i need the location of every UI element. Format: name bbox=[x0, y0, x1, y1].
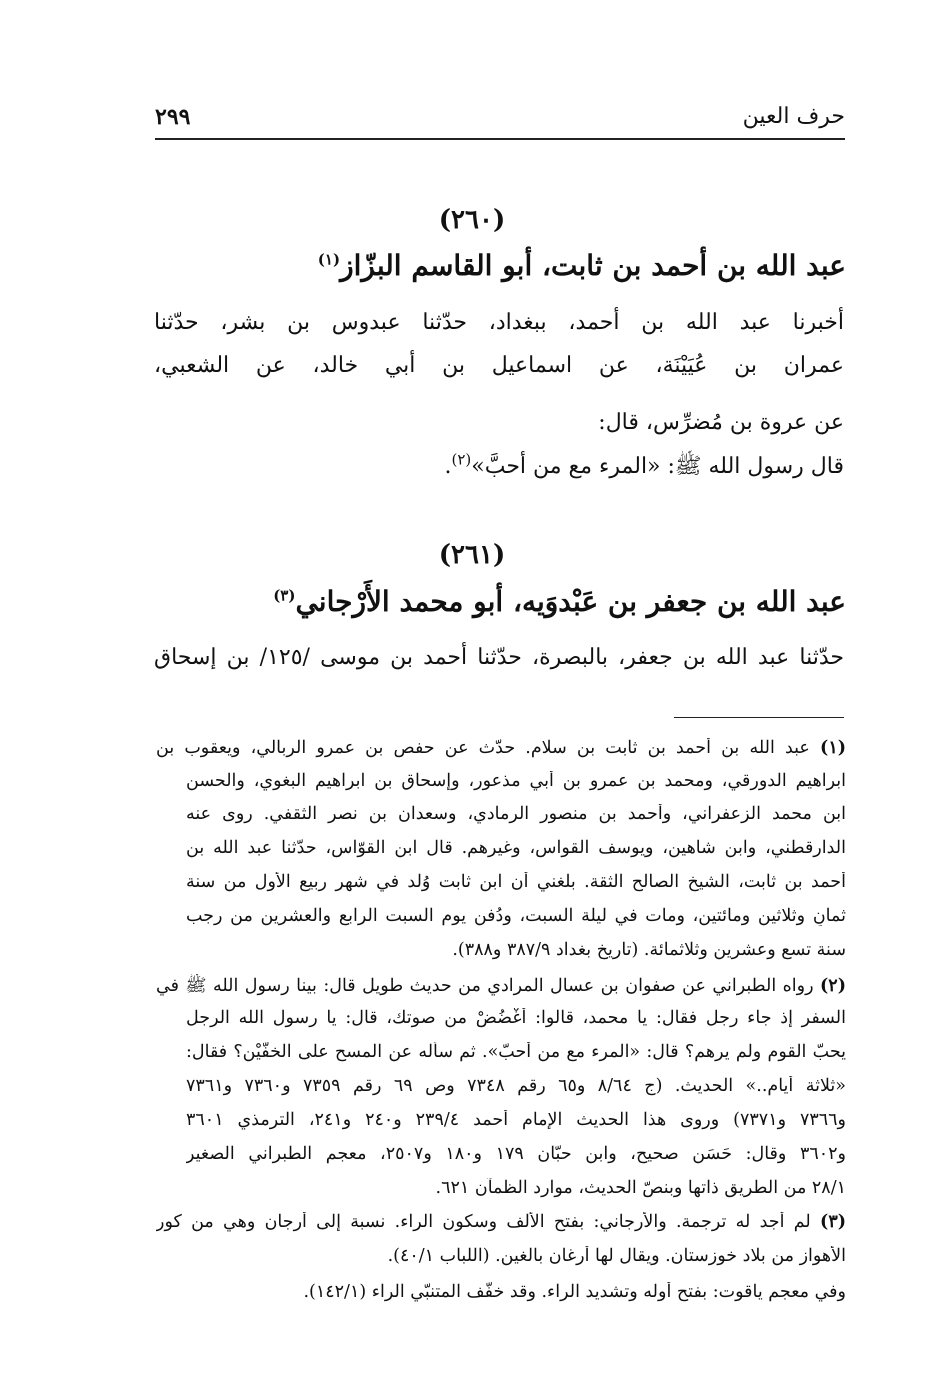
running-header bbox=[155, 104, 845, 140]
footnote-1-line: الدارقطني، وابن شاهين، ويوسف القواس، وغيرهم. قال ابن القوّاس، حدّثنا عبد الله بن bbox=[186, 838, 846, 858]
footnote-label-3: (٣) bbox=[820, 1212, 846, 1232]
footnote-1-line: ابراهيم الدورقي، ومحمد بن عمرو بن أبي مذعور، وإسحاق بن ابراهيم البغوي، والحسن bbox=[186, 771, 846, 791]
footnote-1-line: أحمد بن ثابت، الشيخ الصالح الثقة. بلغني أن ابن ثابت وُلد في شهر ربيع الأول من سنة bbox=[186, 872, 846, 892]
footnote-2-line: «ثلاثة أيام..» الحديث. (ج ٨/٦٤ و٦٥ رقم ٧٣٤٨ وص ٦٩ رقم ٧٣٥٩ و٧٣٦٠ و٧٣٦١ bbox=[186, 1076, 846, 1096]
footnote-2-line: ٢٨/١ من الطريق ذاتها وبنصّ الحديث، موارد الظمآن ٦٢١. bbox=[435, 1178, 846, 1198]
page-number: ٢٩٩ bbox=[155, 104, 191, 130]
period: . bbox=[444, 454, 452, 479]
header-rule bbox=[155, 138, 845, 140]
footnote-3-line: وفي معجم ياقوت: بفتح أوله وتشديد الراء. وقد خفّف المتنبّي الراء (١٤٢/١). bbox=[303, 1282, 846, 1302]
entry-number-260: (٢٦٠) bbox=[438, 205, 506, 235]
footnote-2-line: و٣٦٠٢ وقال: حَسَن صحيح، وابن حبّان ١٧٩ و١٨٠ و٢٥٠٧، معجم الطبراني الصغير bbox=[186, 1144, 846, 1164]
text-line: عمران بن عُيَيْنَة، عن اسماعيل بن أبي خالد، عن الشعبي، bbox=[154, 353, 844, 378]
footnote-1-line: ثمانٍ وثلاثين ومائتين، ومات في ليلة السبت، ودُفن يوم السبت الرابع والعشرين من رجب bbox=[186, 906, 846, 926]
footnote-2-line: السفر إذ جاء رجل فقال: يا محمد، قالوا: أُغْضُضْ من صوتك، قال: يا رسول الله الرجل bbox=[186, 1008, 846, 1028]
footnote-label-2: (٢) bbox=[820, 976, 846, 996]
footnote-2-line: (٢) رواه الطبراني عن صفوان بن عسال المرادي من حديث طويل قال: بينا رسول الله ﷺ في bbox=[156, 976, 846, 996]
footnote-rule bbox=[674, 717, 844, 718]
footnote-ref-3: (٣) bbox=[273, 586, 296, 605]
entry-number-261: (٢٦١) bbox=[438, 540, 506, 570]
footnote-1-line: (١) عبد الله بن أحمد بن ثابت بن سلام. حدّث عن حفص بن عمرو الربالي، ويعقوب بن bbox=[156, 738, 846, 758]
entry-title-261 bbox=[146, 585, 846, 618]
footnote-1-line: ابن محمد الزعفراني، وأحمد بن منصور الرمادي، وسعدان بن نصر الثقفي. روى عنه bbox=[186, 804, 846, 824]
entry-title-text: عبد الله بن جعفر بن عَبْدوَيه، أبو محمد الأَرْجاني bbox=[295, 585, 846, 618]
footnote-2-line: يحبّ القوم ولم يرهم؟ قال: «المرء مع من أحبّ». ثم سأله عن المسح على الخفّيْن؟ فقال: bbox=[186, 1042, 846, 1062]
text-line: عن عروة بن مُضرِّس، قال: bbox=[598, 410, 844, 435]
chapter-title: حرف العين bbox=[742, 104, 845, 129]
footnote-1-line: سنة تسع وعشرين وثلاثمائة. (تاريخ بغداد ٣٨٧/٩ و٣٨٨). bbox=[452, 940, 846, 960]
footnote-3-line: الأهواز من بلاد خوزستان. ويقال لها أرغان بالغين. (اللباب ٤٠/١). bbox=[387, 1246, 846, 1266]
footnote-2-line: و٧٣٦٦ و٧٣٧١) وروى هذا الحديث الإمام أحمد ٢٣٩/٤ و٢٤٠ و٢٤١، الترمذي ٣٦٠١ bbox=[186, 1110, 846, 1130]
footnote-label-1: (١) bbox=[820, 738, 846, 758]
text-line: أخبرنا عبد الله بن أحمد، ببغداد، حدّثنا عبدوس بن بشر، حدّثنا bbox=[154, 310, 844, 335]
footnote-ref-1: (١) bbox=[317, 250, 341, 269]
text-line bbox=[444, 452, 844, 484]
entry-title-text: عبد الله بن أحمد بن ثابت، أبو القاسم البزّاز bbox=[340, 249, 846, 282]
footnote-3-line: (٣) لم أجد له ترجمة. والأرجاني: بفتح الألف وسكون الراء. نسبة إلى أرجان وهي من كور bbox=[156, 1212, 846, 1232]
text-line: حدّثنا عبد الله بن جعفر، بالبصرة، حدّثنا أحمد بن موسى /١٢٥/ بن إسحاق bbox=[154, 645, 844, 670]
hadith-text: قال رسول الله ﷺ: «المرء مع من أحبَّ» bbox=[471, 454, 844, 479]
footnote-ref-2: (٢) bbox=[451, 450, 472, 469]
entry-title-260 bbox=[146, 249, 846, 282]
